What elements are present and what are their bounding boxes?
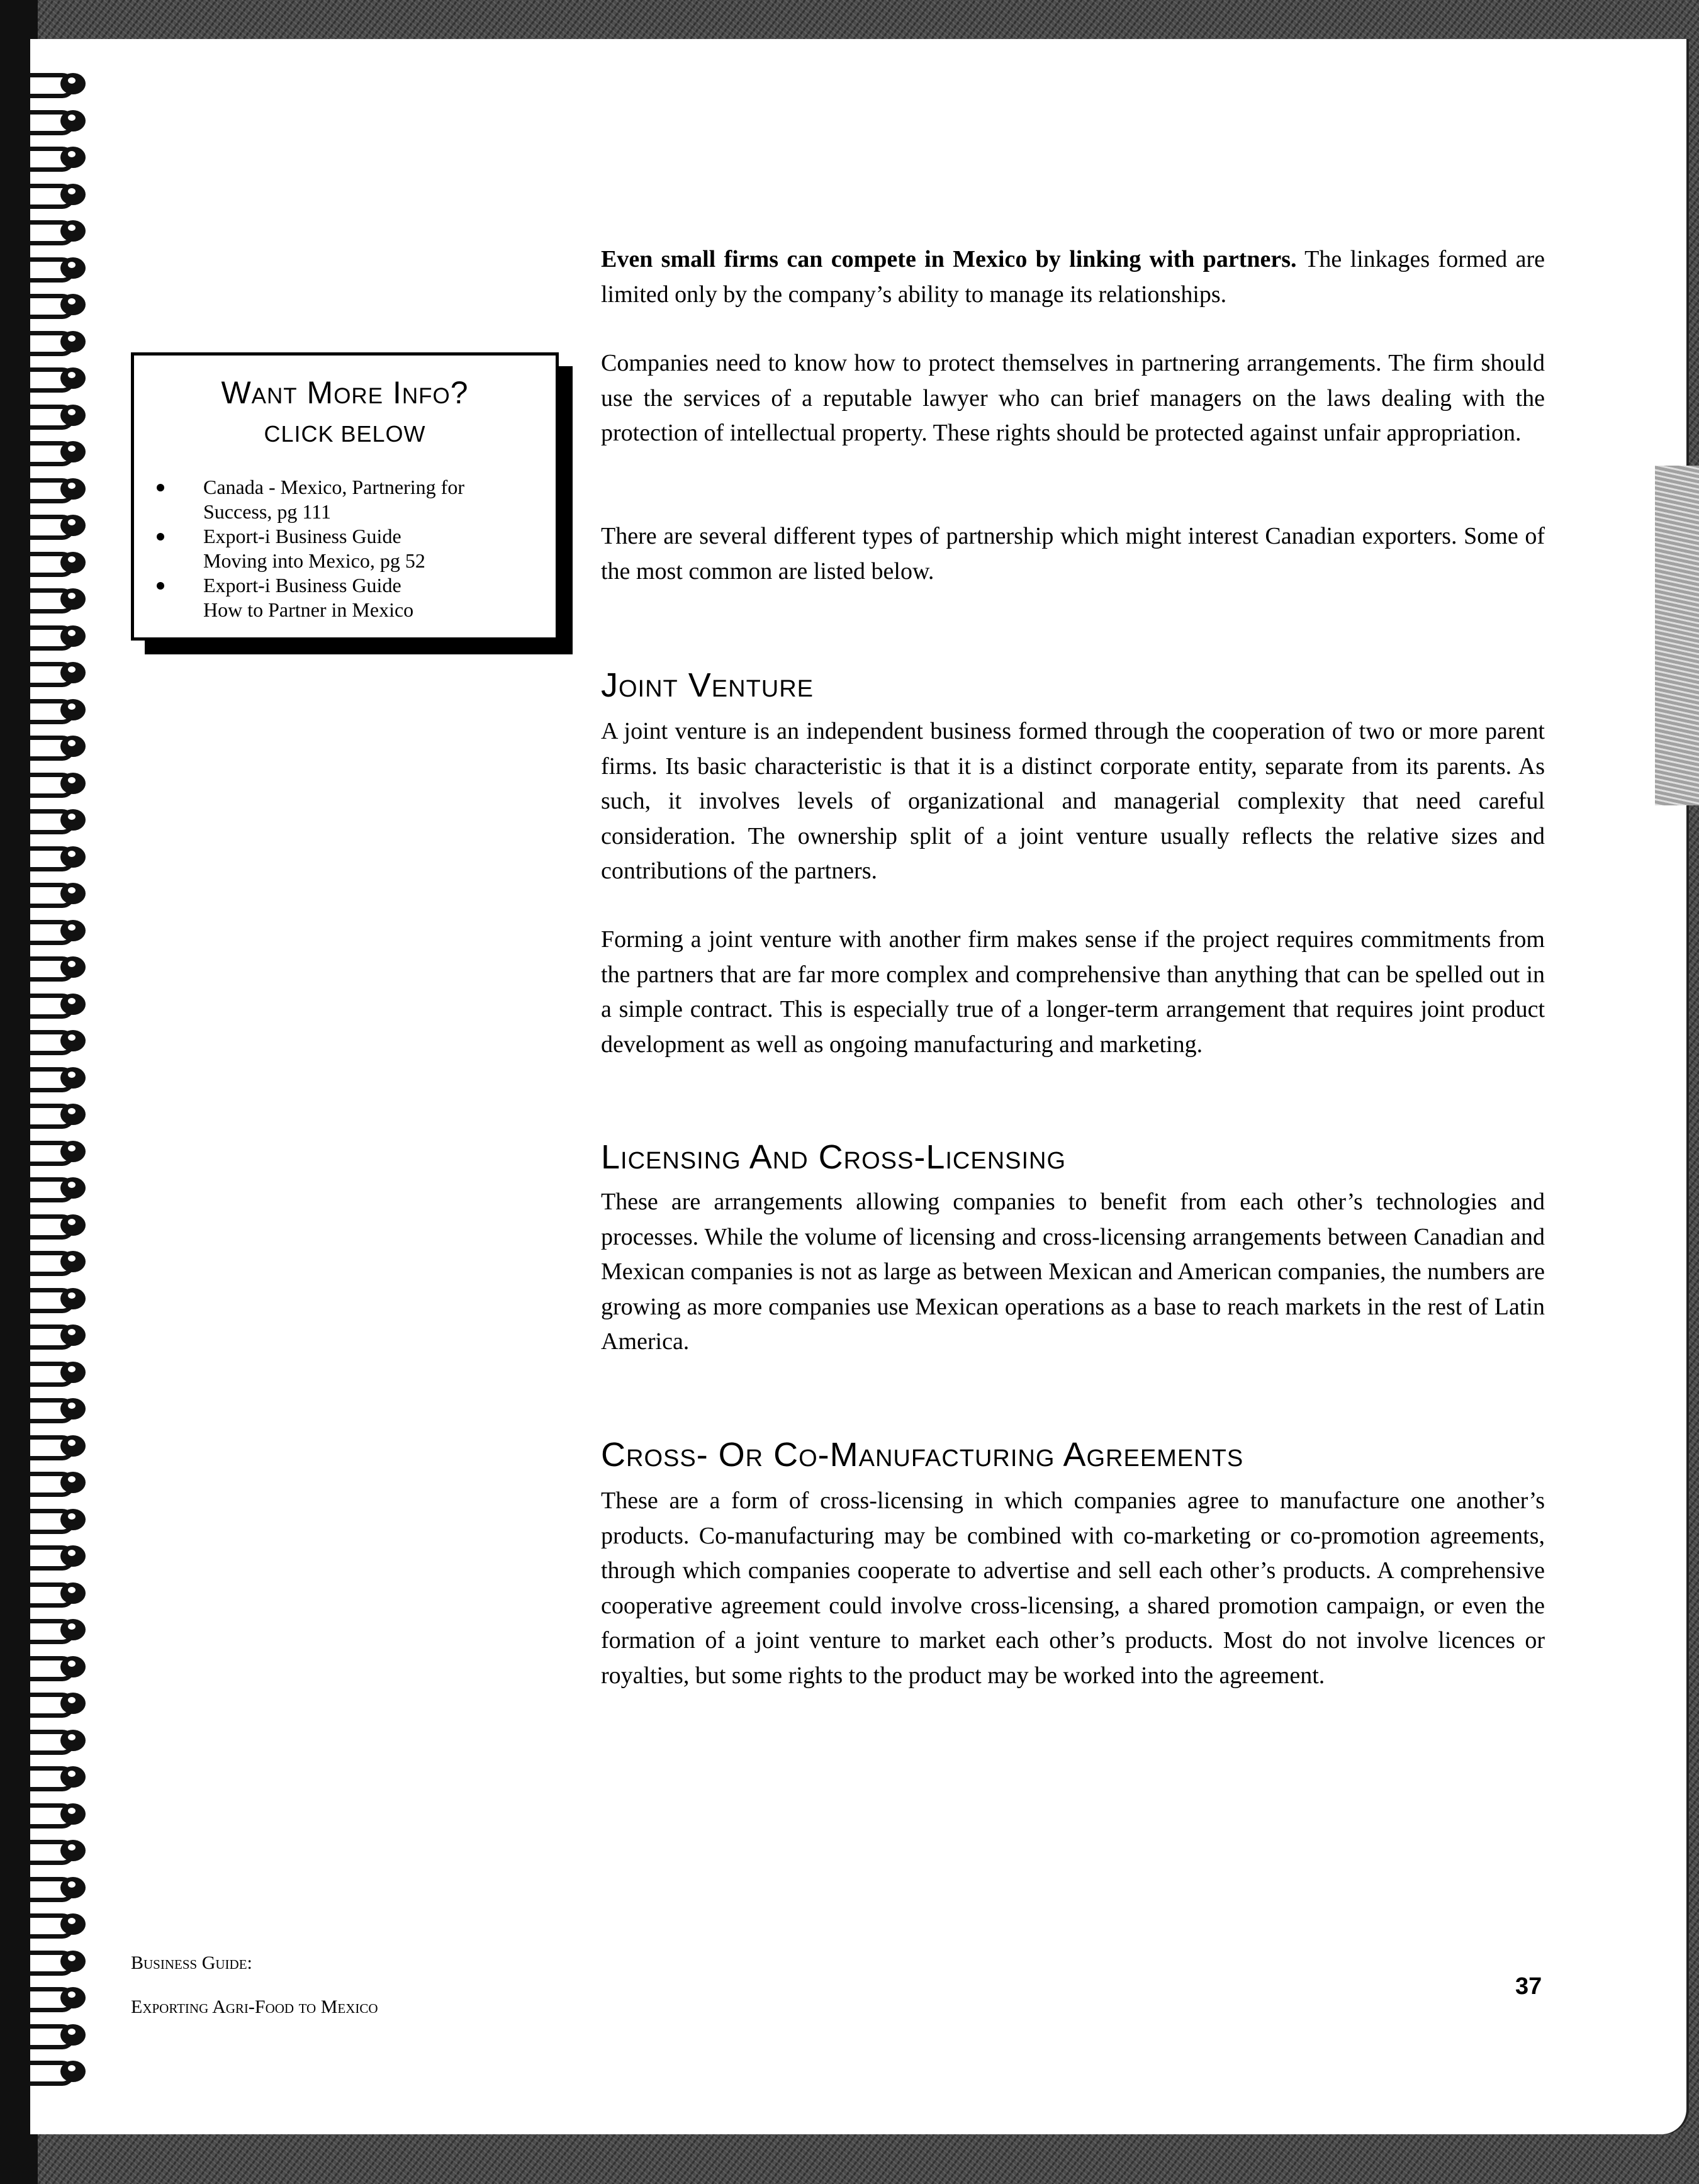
more-info-links (153, 475, 543, 622)
spiral-coil (5, 180, 86, 208)
spiral-coil (5, 1762, 86, 1790)
intro-text: There are several different types of partnership which might interest Canadian exporters. Some of the most common are listed below. (601, 523, 1545, 585)
section-text: Forming a joint venture with another firm makes sense if the project requires commitments from the partners that are far more complex and comprehensive than anything that can be spelled out in a simple contract. This is especially true of a longer-term arrangement that requires joint product development as well as ongoing manufacturing and marketing. (601, 926, 1545, 1058)
spiral-coil (5, 1800, 86, 1827)
spiral-coil (5, 1615, 86, 1643)
intro-paragraph-3 (601, 519, 1545, 589)
more-info-title: Want More Info? (221, 375, 469, 410)
intro-paragraph-2 (601, 346, 1545, 451)
spiral-coil (5, 1063, 86, 1091)
spiral-coil (5, 474, 86, 502)
page-number: 37 (1515, 1973, 1542, 2000)
spiral-coil (5, 364, 86, 391)
link-text: Export-i Business Guide (203, 574, 401, 596)
spiral-coil (5, 1394, 86, 1422)
spiral-coil (5, 1358, 86, 1386)
link-text: Canada - Mexico, Partnering for (203, 476, 464, 498)
spiral-coil (5, 1983, 86, 2011)
section-heading-joint-venture: Joint Venture (601, 666, 814, 704)
link-text: Export-i Business Guide (203, 525, 401, 547)
section-text: A joint venture is an independent business formed through the cooperation of two or more parent firms. Its basic characteristic is that it is a distinct corporate entity, separate from its parents. As such, it involves levels of organizational and managerial complexity that need careful consideration. The ownership split of a joint venture usually reflects the relative sizes and contributions of the partners. (601, 718, 1545, 884)
spiral-coil (5, 1247, 86, 1275)
spiral-coil (5, 1947, 86, 1974)
spiral-coil (5, 2057, 86, 2085)
spiral-coil (5, 511, 86, 539)
more-info-subtitle: CLICK BELOW (264, 421, 426, 447)
spiral-coil (5, 585, 86, 612)
spiral-coil (5, 143, 86, 171)
section-heading-co-manufacturing: Cross- Or Co-Manufacturing Agreements (601, 1436, 1244, 1474)
joint-venture-paragraph-1 (601, 714, 1545, 889)
spiral-coil (5, 805, 86, 833)
spiral-coil (5, 879, 86, 907)
co-manufacturing-paragraph (601, 1484, 1545, 1693)
spiral-coil (5, 658, 86, 686)
spiral-coil (5, 1137, 86, 1165)
info-link-partnering[interactable] (153, 475, 543, 524)
spiral-coil (5, 953, 86, 980)
more-info-box (131, 352, 559, 641)
spiral-coil (5, 1284, 86, 1312)
section-text: These are a form of cross-licensing in which companies agree to manufacture one another’s products. Co-manufacturing may be combined with co-marketing or co-promotion agreements, through which companies cooperate to advertise and sell each other’s products. A comprehensive cooperative agreement could involve cross-licensing, a shared promotion campaign, or even the formation of a joint venture to market each other’s products. Most do not involve licences or royalties, but some rights to the product may be worked into the agreement. (601, 1487, 1545, 1689)
spiral-coil (5, 843, 86, 870)
licensing-paragraph (601, 1185, 1545, 1360)
footer-guide-title (131, 1941, 378, 2029)
spiral-coil (5, 327, 86, 355)
spiral-coil (5, 1468, 86, 1496)
info-link-moving-into-mexico[interactable] (153, 524, 543, 573)
spiral-coil (5, 69, 86, 97)
spiral-coil (5, 1542, 86, 1569)
spiral-coil (5, 1431, 86, 1459)
spiral-coil (5, 1173, 86, 1201)
spiral-coil (5, 437, 86, 465)
spiral-coil (5, 622, 86, 649)
footer-line: Exporting Agri-Food to Mexico (131, 1996, 378, 2017)
spiral-coil (5, 1505, 86, 1533)
link-text: Success, pg 111 (203, 500, 331, 523)
spiral-coil (5, 254, 86, 281)
section-text: These are arrangements allowing companies to benefit from each other’s technologies and processes. While the volume of licensing and cross-licensing arrangements between Canadian and Mexican companies is not as large as between Mexican and American companies, the numbers are growing as more companies use Mexican operations as a base to reach markets in the rest of Latin America. (601, 1189, 1545, 1355)
spiral-coil (5, 1211, 86, 1238)
link-text: Moving into Mexico, pg 52 (203, 549, 425, 572)
spiral-coil (5, 1579, 86, 1606)
scan-artifact (1655, 466, 1699, 805)
section-heading-licensing: Licensing And Cross-Licensing (601, 1138, 1067, 1176)
spiral-coil (5, 695, 86, 723)
intro-lead-rest: The linkages formed are limited only by the company’s ability to manage its relationships. (601, 246, 1545, 308)
intro-lead: Even small firms can compete in Mexico by linking with partners. (601, 246, 1297, 272)
spiral-coil (5, 1026, 86, 1054)
spiral-coil (5, 548, 86, 576)
intro-text: Companies need to know how to protect themselves in partnering arrangements. The firm should use the services of a reputable lawyer who can brief managers on the laws dealing with the protection of intellectual property. These rights should be protected against unfair appropriation. (601, 350, 1545, 446)
intro-paragraph-1 (601, 242, 1545, 312)
spiral-coil (5, 1321, 86, 1348)
spiral-coil (5, 1910, 86, 1937)
spiral-coil (5, 732, 86, 759)
link-text: How to Partner in Mexico (203, 598, 414, 621)
spiral-coil (5, 1726, 86, 1754)
spiral-coil (5, 916, 86, 944)
spiral-coil (5, 1689, 86, 1716)
spiral-coil (5, 290, 86, 318)
spiral-coil (5, 216, 86, 244)
spiral-coil (5, 1873, 86, 1901)
spiral-coil (5, 106, 86, 134)
spiral-coil (5, 1100, 86, 1128)
spiral-binding (0, 69, 94, 2120)
spiral-coil (5, 769, 86, 797)
spiral-coil (5, 1836, 86, 1864)
spiral-coil (5, 1652, 86, 1680)
footer-line: Business Guide: (131, 1952, 252, 1973)
spiral-coil (5, 2020, 86, 2048)
info-link-how-to-partner[interactable] (153, 573, 543, 622)
spiral-coil (5, 401, 86, 428)
spiral-coil (5, 990, 86, 1017)
joint-venture-paragraph-2 (601, 922, 1545, 1062)
